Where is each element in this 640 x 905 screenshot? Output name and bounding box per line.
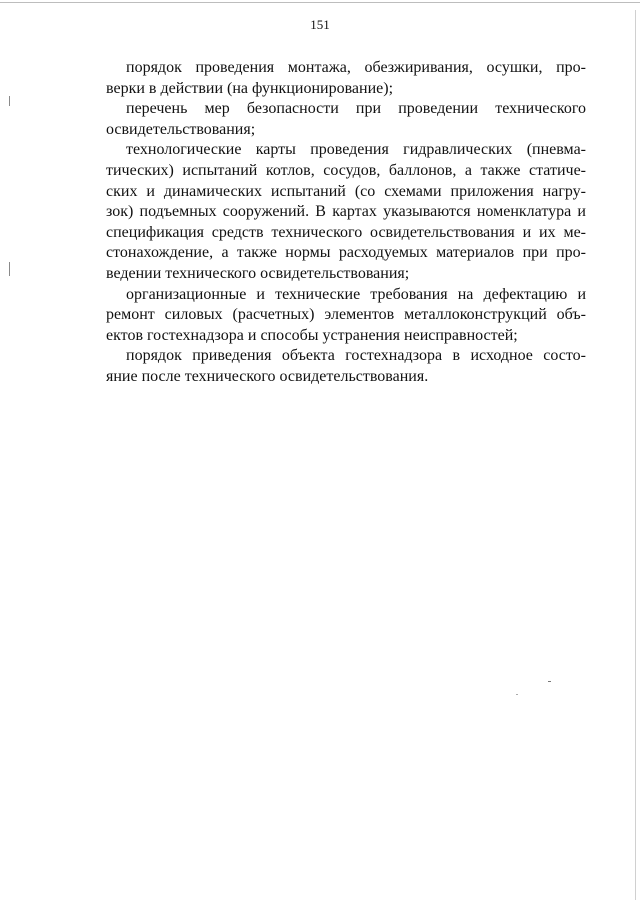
paragraph-4-line-3: ектов гостехнадзора и способы устранения неисправностей;	[106, 326, 518, 344]
page-number: 151	[310, 17, 330, 32]
scan-speck	[548, 681, 551, 682]
scan-top-edge	[0, 2, 640, 3]
paragraph-2-line-2: освидетельствования;	[106, 120, 256, 138]
paragraph-5-line-2: яние после технического освидетельствования.	[106, 367, 429, 385]
paragraph-4-line-2: ремонт силовых (расчетных) элементов металлоконструкций объ-	[106, 306, 586, 324]
paragraph-4-line-1: организационные и технические требования на дефектацию и	[126, 285, 586, 303]
scan-margin-mark	[9, 96, 10, 106]
scan-speck	[516, 694, 518, 695]
paragraph-3-line-7: ведении технического освидетельствования;	[106, 264, 410, 282]
body-text	[106, 58, 586, 388]
paragraph-3-line-4: зок) подъемных сооружений. В картах указываются номенклатура и	[106, 203, 586, 221]
paragraph-3-line-3: ских и динамических испытаний (со схемами приложения нагру-	[106, 182, 586, 200]
paragraph-3-line-5: спецификация средств технического освидетельствования и их ме-	[106, 223, 586, 241]
scan-right-edge	[635, 10, 636, 900]
paragraph-1-line-1: порядок проведения монтажа, обезжиривания, осушки, про-	[126, 59, 586, 76]
paragraph-5-line-1: порядок приведения объекта гостехнадзора в исходное состо-	[126, 347, 586, 365]
scan-margin-mark	[9, 262, 10, 276]
paragraph-3-line-6: стонахождение, а также нормы расходуемых материалов при про-	[106, 244, 586, 262]
paragraph-3-line-2: тических) испытаний котлов, сосудов, баллонов, а также статиче-	[106, 161, 586, 179]
paragraph-1-line-2: верки в действии (на функционирование);	[106, 79, 394, 97]
paragraph-2-line-1: перечень мер безопасности при проведении технического	[126, 100, 586, 118]
paragraph-3-line-1: технологические карты проведения гидравлических (пневма-	[126, 141, 586, 159]
